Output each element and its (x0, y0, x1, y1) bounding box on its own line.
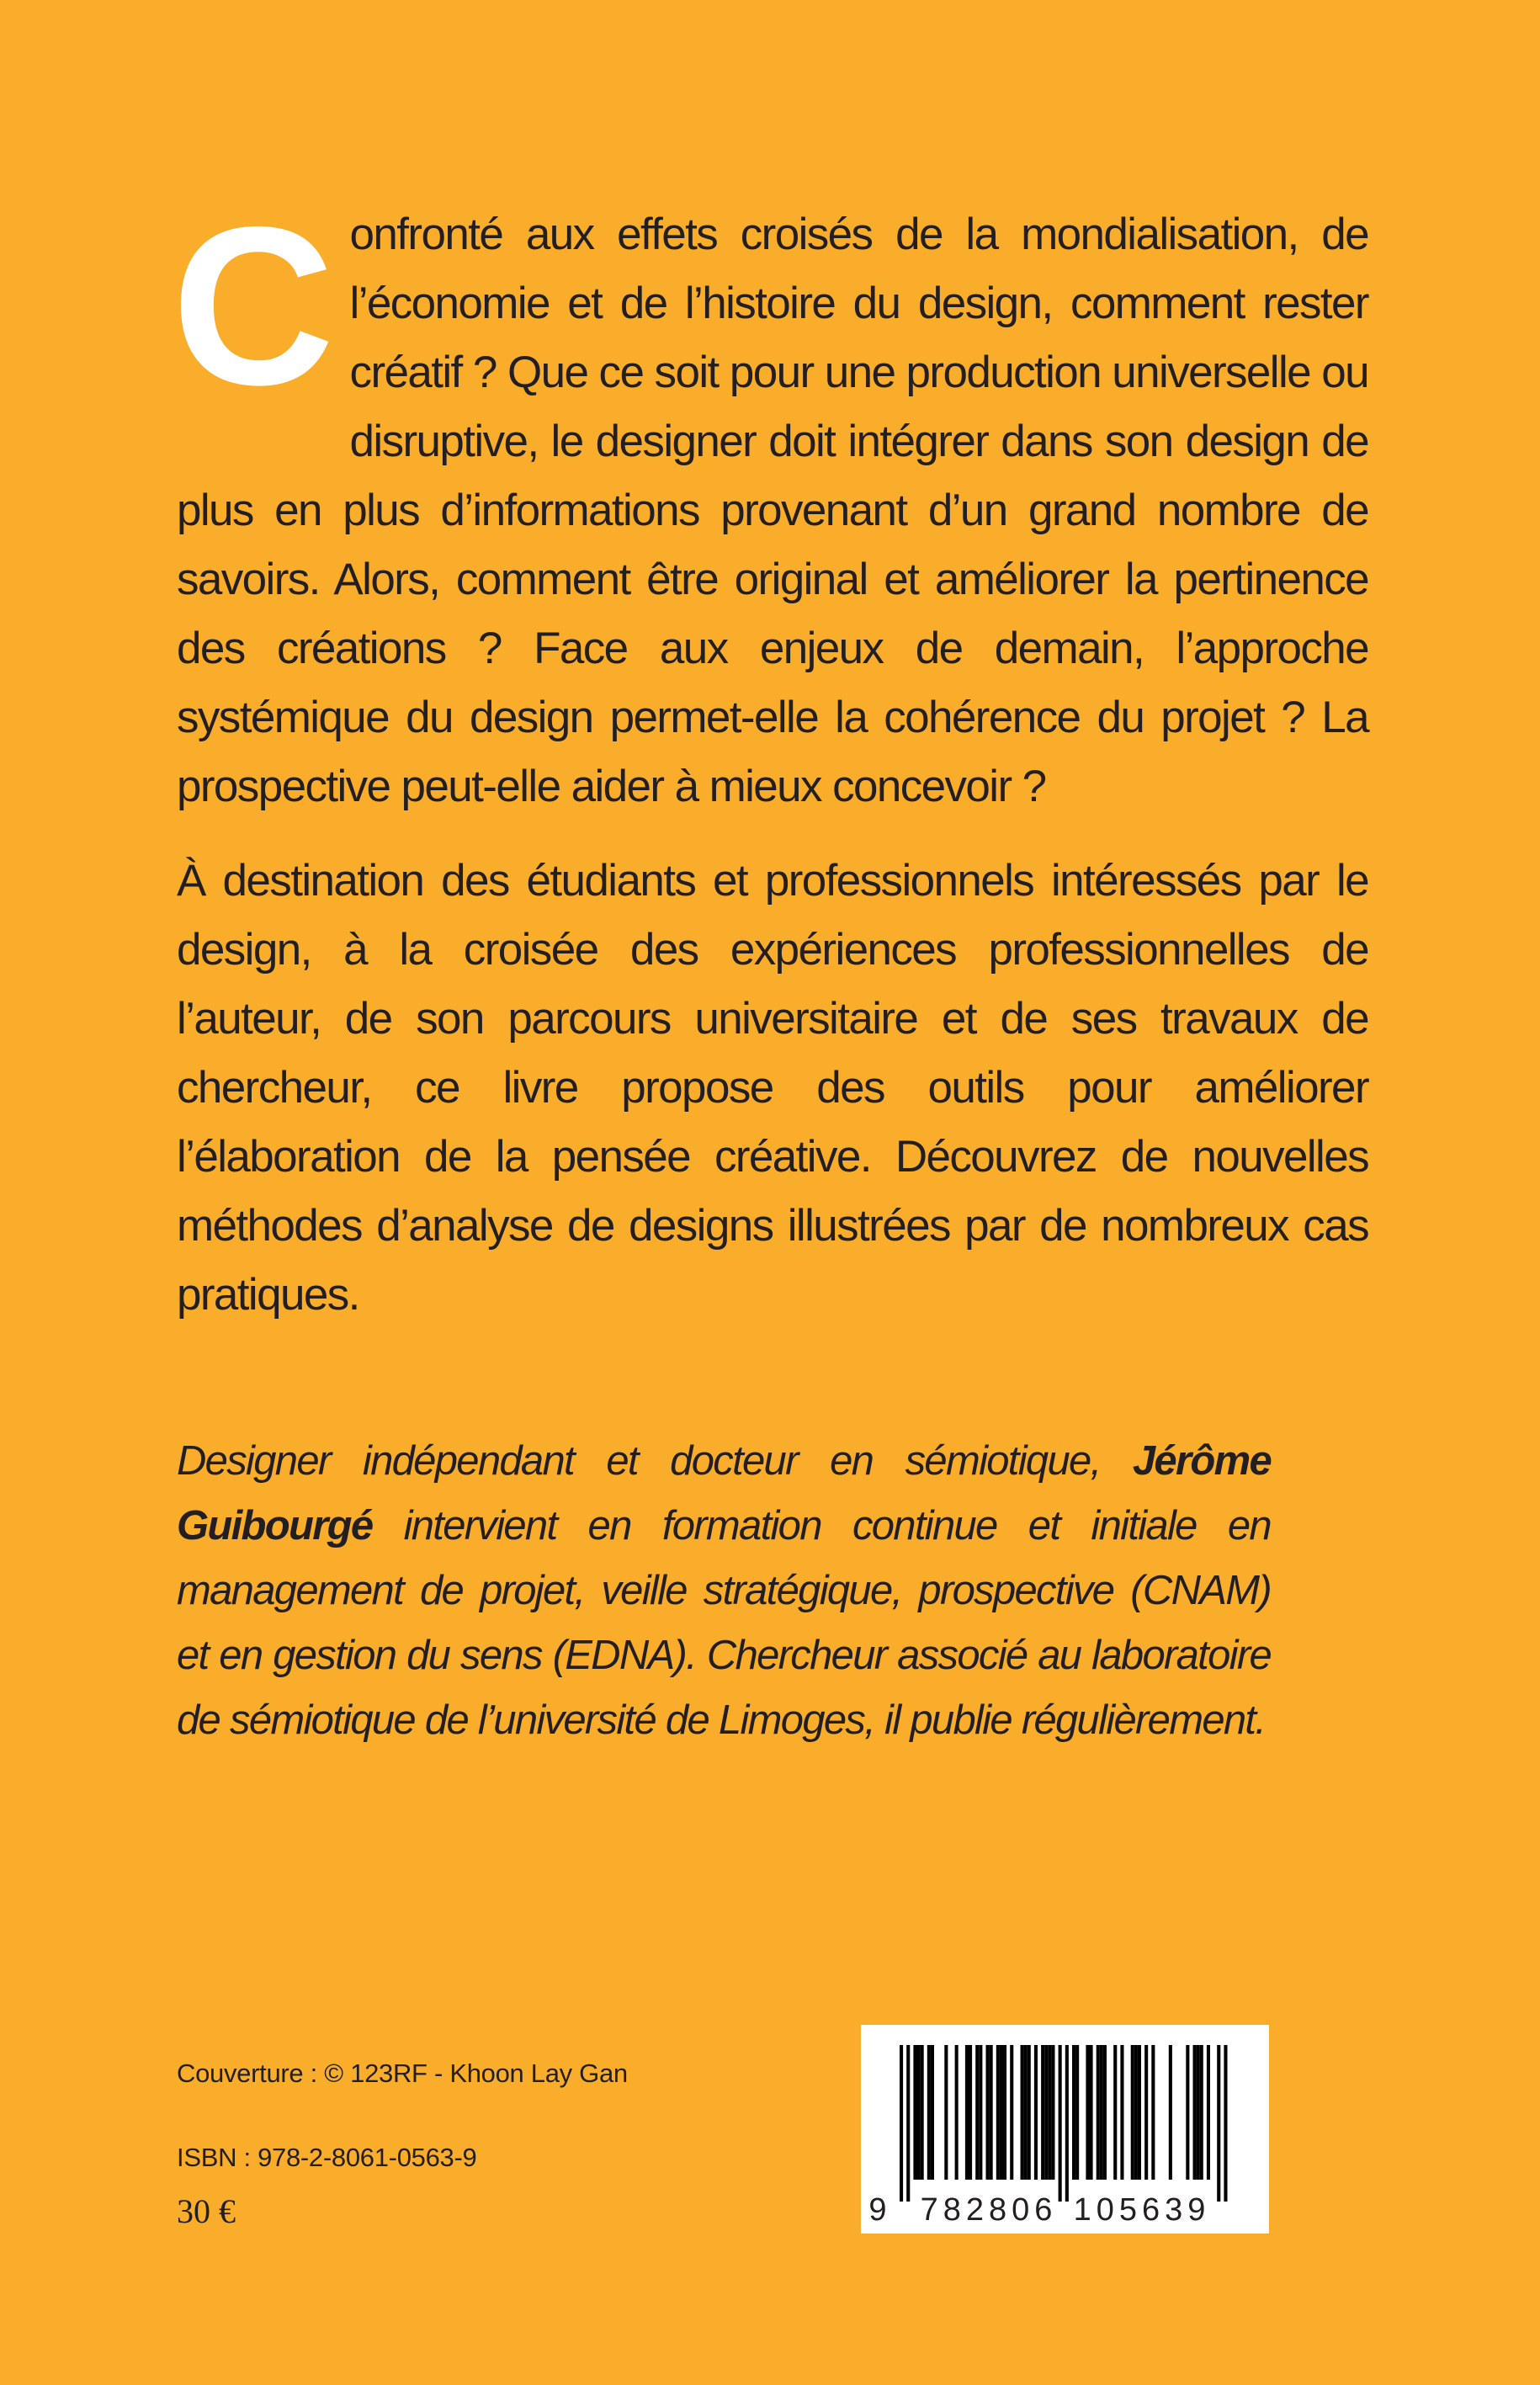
barcode-bar (1100, 2045, 1103, 2180)
barcode-bar (965, 2045, 969, 2180)
barcode-bar (1200, 2045, 1203, 2180)
barcode-bar (1034, 2045, 1038, 2180)
barcode-left-digits: 782806 (920, 2192, 1058, 2228)
back-cover-intro (172, 179, 1368, 1355)
barcode-bar (1048, 2045, 1051, 2180)
barcode-bar (1144, 2045, 1148, 2180)
barcode-bar (900, 2045, 903, 2202)
barcode-bar (1003, 2045, 1006, 2180)
barcode-bar (1000, 2045, 1003, 2180)
barcode-bar (990, 2045, 993, 2180)
barcode-bars (900, 2045, 1228, 2202)
barcode-bar (931, 2045, 934, 2180)
barcode-bar (927, 2045, 931, 2180)
barcode-bar (1028, 2045, 1031, 2180)
barcode-bar (1090, 2045, 1093, 2180)
barcode-bar (1097, 2045, 1100, 2180)
barcode-bar (1207, 2045, 1210, 2180)
barcode-bar (1169, 2045, 1172, 2180)
author-bio (177, 1429, 1271, 1753)
barcode-bar (955, 2045, 959, 2180)
intro-paragraph-2: À destination des étudiants et professionnels intéressés par le design, à la croisée des expériences professionnelles de l’auteur, de son parcours universitaire et de ses travaux de chercheur, ce livre propose des outils pour améliorer l’élaboration de la pensée créative. Découvrez de nouvelles méthodes d’analyse de designs illustrées par de nombreux cas pratiques. (177, 856, 1368, 1320)
barcode-bar (986, 2045, 990, 2180)
intro-paragraph-1-text: onfronté aux effets croisés de la mondialisation, de l’économie et de l’histoire du design, comment rester créatif ? Que ce soit pour une production universelle ou disruptive, le designer doit intégrer dans son design de plus en plus d’informations provenant d’un grand nombre de savoirs. Alors, comment être original et améliorer la pertinence des créations ? Face aux enjeux de demain, l’approche systémique du design permet-elle la cohérence du projet ? La prospective peut-elle aider à mieux concevoir ? (177, 210, 1368, 811)
barcode-bar (975, 2045, 979, 2180)
barcode-lead-digit: 9 (868, 2192, 887, 2228)
cover-credit: Couverture : © 123RF - Khoon Lay Gan (177, 2058, 628, 2088)
barcode-bar (1044, 2045, 1048, 2180)
barcode-bar (1151, 2045, 1155, 2180)
barcode-bar (1021, 2045, 1024, 2180)
author-bio-intro: Designer indépendant et docteur en sémiotique, (177, 1438, 1133, 1484)
author-name: Jérôme Guibourgé (177, 1438, 1271, 1548)
barcode-graphic (861, 2025, 1269, 2234)
barcode-bar (996, 2045, 1000, 2180)
barcode-bar (1197, 2045, 1200, 2180)
barcode-bar (1224, 2045, 1227, 2202)
barcode (861, 2025, 1269, 2234)
isbn-text: ISBN : 978-2-8061-0563-9 (177, 2143, 477, 2172)
barcode-bar (1103, 2045, 1107, 2180)
barcode-bar (1072, 2045, 1075, 2180)
barcode-bar (917, 2045, 921, 2180)
barcode-bar (1086, 2045, 1089, 2180)
barcode-bar (913, 2045, 916, 2180)
barcode-right-digits: 105639 (1073, 2192, 1211, 2228)
barcode-bar (1024, 2045, 1028, 2180)
barcode-bar (1113, 2045, 1117, 2180)
barcode-bar (1065, 2045, 1069, 2202)
barcode-bar (1010, 2045, 1013, 2180)
barcode-bar (1075, 2045, 1079, 2180)
barcode-bar (969, 2045, 972, 2180)
barcode-bar (1051, 2045, 1054, 2180)
barcode-bar (921, 2045, 924, 2180)
barcode-bar (1131, 2045, 1134, 2180)
barcode-bar (1120, 2045, 1123, 2180)
barcode-bar (906, 2045, 910, 2202)
barcode-bar (1193, 2045, 1197, 2180)
drop-cap-letter: C (172, 179, 335, 432)
price: 30 € (177, 2192, 236, 2230)
barcode-bar (1186, 2045, 1189, 2180)
barcode-bar (944, 2045, 948, 2180)
barcode-bar (1138, 2045, 1141, 2180)
barcode-bar (1059, 2045, 1062, 2202)
author-bio-text: intervient en formation continue et initiale en management de projet, veille stratégique, prospective (CNAM) et en gestion du sens (EDNA). Chercheur associé au laboratoire de sémiotique de l’université de Limoges, il publie régulièrement. (177, 1503, 1271, 1743)
barcode-bar (979, 2045, 982, 2180)
barcode-bar (1134, 2045, 1138, 2180)
barcode-bar (1217, 2045, 1220, 2202)
barcode-bar (1041, 2045, 1044, 2180)
intro-paragraph-1 (172, 179, 1368, 821)
